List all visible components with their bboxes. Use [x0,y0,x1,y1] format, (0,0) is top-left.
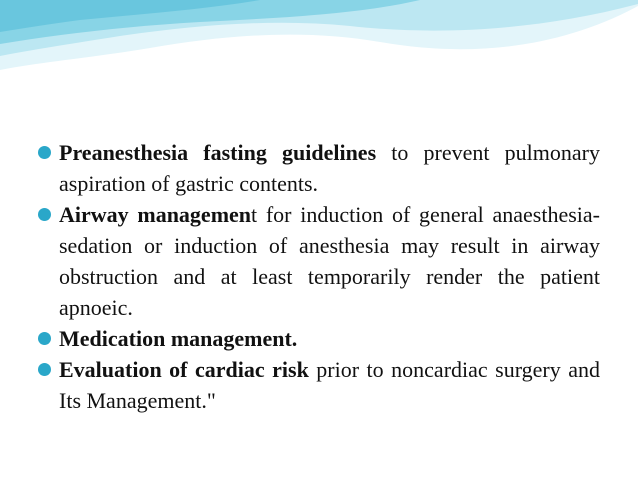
bullet-item [38,354,600,416]
bullet-icon [38,208,51,221]
bullet-item [38,199,600,323]
bullet-bold-text: Medication management. [59,326,298,351]
bullet-bold-text: Airway managemen [59,202,252,227]
bullet-bold-text: Preanesthesia fasting guidelines [59,140,377,165]
bullet-text: prior to noncardiac surgery and Its Management." [59,357,600,413]
bullet-item [38,137,600,199]
bullet-item [38,323,600,354]
bullet-list [38,137,600,416]
bullet-icon [38,146,51,159]
bullet-text: t for induction of general anaesthesia-sedation or induction of anesthesia may result in airway obstruction and at least temporarily render the patient apnoeic. [59,202,600,320]
header-wave-decoration [0,0,638,90]
bullet-icon [38,332,51,345]
bullet-bold-text: Evaluation of cardiac risk [59,357,309,382]
bullet-text: to prevent pulmonary aspiration of gastric contents. [59,140,600,196]
bullet-icon [38,363,51,376]
